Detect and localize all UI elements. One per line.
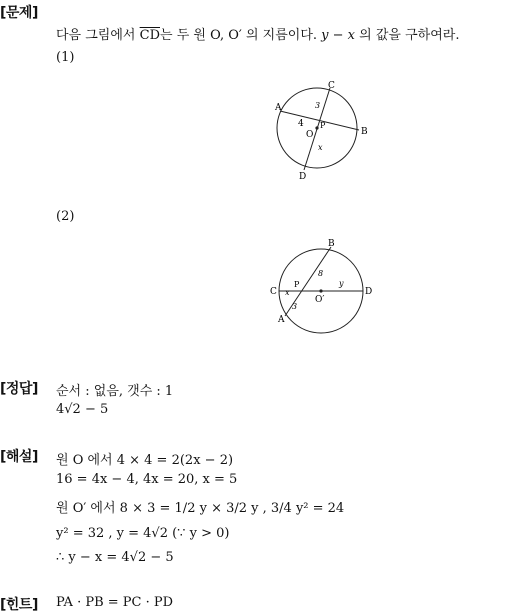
hint-tag: [힌트]: [0, 597, 38, 613]
hint-text: PA · PB = PC · PD: [56, 595, 174, 610]
problem-statement: [56, 24, 459, 43]
answer-line-1: 순서 : 없음, 갯수 : 1: [56, 384, 174, 399]
fig2-label-d: D: [365, 287, 373, 297]
fig1-label-p: P: [320, 121, 326, 130]
figure-2-diagram: [264, 236, 384, 336]
fig1-label-b: B: [361, 127, 368, 137]
figure-1-diagram: [262, 78, 382, 188]
fig2-label-a: A: [278, 315, 285, 325]
fig1-label-o: O: [306, 130, 314, 140]
fig2-label-p: P: [294, 280, 300, 289]
fig1-label-a: A: [275, 103, 282, 113]
fig1-label-d: D: [299, 172, 307, 182]
statement-part-c: 의 값을 구하여라.: [355, 28, 460, 43]
fig2-label-o-prime: O′: [315, 295, 325, 305]
part-1-label: (1): [56, 50, 75, 65]
fig1-length-pc: 3: [315, 101, 321, 110]
fig2-length-pa: 3: [292, 302, 298, 311]
statement-expression: y − x: [321, 28, 356, 43]
problem-tag: [문제]: [0, 5, 38, 21]
solution-tag: [해설]: [0, 449, 38, 465]
part-2-label: (2): [56, 209, 75, 224]
solution-line-1: 원 O 에서 4 × 4 = 2(2x − 2): [56, 453, 234, 468]
solution-line-5: ∴ y − x = 4√2 − 5: [56, 550, 174, 565]
center-o-prime-dot: [319, 289, 322, 292]
fig2-length-y: y: [339, 279, 344, 288]
fig1-length-x: x: [318, 143, 323, 152]
statement-part-b: 는 두 원 O, O′ 의 지름이다.: [160, 28, 322, 43]
statement-part-a: 다음 그림에서: [56, 28, 140, 43]
fig1-length-pa: 4: [298, 119, 304, 129]
fig1-label-c: C: [328, 81, 335, 91]
solution-line-3: 원 O′ 에서 8 × 3 = 1/2 y × 3/2 y , 3/4 y² = 24: [56, 501, 345, 516]
answer-tag: [정답]: [0, 381, 38, 397]
fig2-length-x: x: [285, 288, 290, 297]
solution-line-4: y² = 32 , y = 4√2 (∵ y > 0): [56, 526, 230, 541]
answer-line-2: 4√2 − 5: [56, 402, 109, 417]
fig2-length-pb: 8: [318, 269, 324, 278]
fig2-label-b: B: [328, 239, 335, 249]
solution-line-2: 16 = 4x − 4, 4x = 20, x = 5: [56, 472, 238, 487]
segment-cd: $\overline{CD}$: [139, 28, 160, 43]
fig2-label-c: C: [270, 287, 277, 297]
center-o-dot: [315, 126, 318, 129]
